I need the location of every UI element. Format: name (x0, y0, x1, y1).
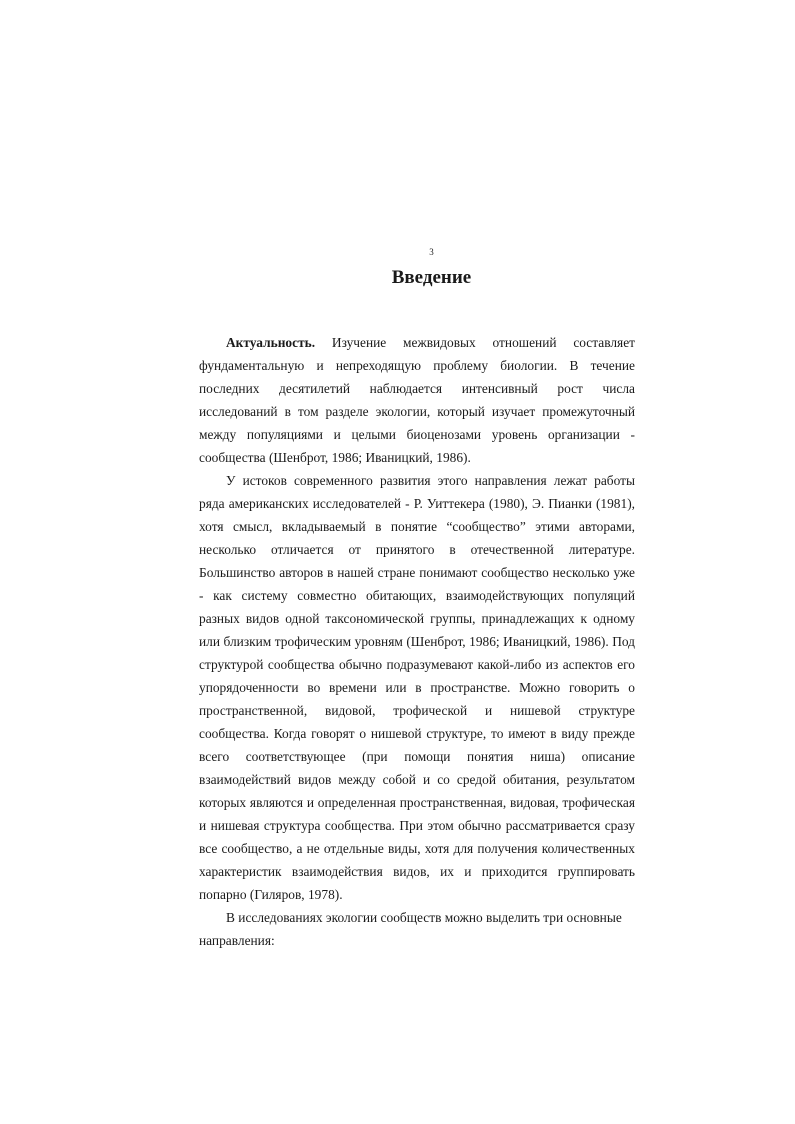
page-number: 3 (429, 247, 434, 257)
paragraph (199, 469, 635, 906)
paragraph-text: В исследованиях экологии сообществ можно выделить три основные направления: (199, 910, 622, 948)
body-text (199, 331, 635, 952)
paragraph-lead: Актуальность. (226, 335, 316, 350)
page-title: Введение (391, 267, 472, 288)
paragraph-text: Изучение межвидовых отношений составляет фундаментальную и непреходящую проблему биологии. В течение последних десятилетий наблюдается интенсивный рост числа исследований в том разделе экологии, который изучает промежуточный между популяциями и целыми биоценозами уровень организации - сообщества (Шенброт, 1986; Иваницкий, 1986). (199, 335, 635, 465)
paragraph (199, 906, 635, 952)
paragraph (199, 331, 635, 469)
paragraph-text: У истоков современного развития этого направления лежат работы ряда американских исследователей - Р. Уиттекера (1980), Э. Пианки (1981), хотя смысл, вкладываемый в понятие “сообщество” этими авторами, несколько отличается от принятого в отечественной литературе. Большинство авторов в нашей стране понимают сообщество несколько уже - как систему совместно обитающих, взаимодействующих популяций разных видов одной таксономической группы, принадлежащих к одному или близким трофическим уровням (Шенброт, 1986; Иваницкий, 1986). Под структурой сообщества обычно подразумевают какой-либо из аспектов его упорядоченности во времени или в пространстве. Можно говорить о пространственной, видовой, трофической и нишевой структуре сообщества. Когда говорят о нишевой структуре, то имеют в виду прежде всего соответствующее (при помощи понятия ниша) описание взаимодействий видов между собой и со средой обитания, результатом которых являются и определенная пространственная, видовая, трофическая и нишевая структура сообщества. При этом обычно рассматривается сразу все сообщество, а не отдельные виды, хотя для получения количественных характеристик взаимодействия видов, их и приходится группировать попарно (Гиляров, 1978). (199, 473, 635, 902)
